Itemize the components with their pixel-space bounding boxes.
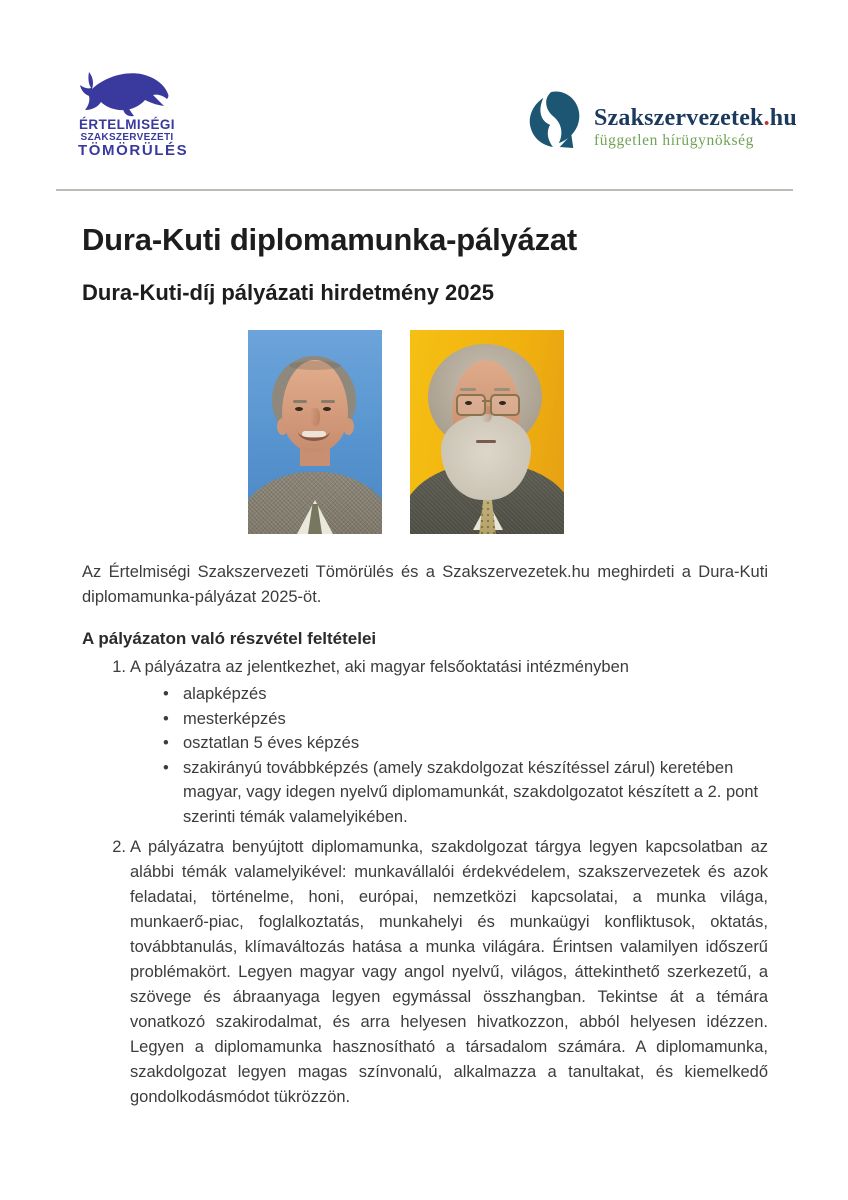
list-item-1-number: 1.: [112, 658, 126, 676]
portrait-photo-right: [410, 330, 564, 534]
portrait-photos: [248, 330, 564, 534]
szakszervezetek-logo: [526, 86, 797, 156]
list-item-1: [82, 655, 768, 829]
szak-logo-title: Szakszervezetek.hu: [594, 105, 797, 131]
eszt-logo: [78, 68, 189, 159]
list-item-2-number: 2.: [112, 838, 126, 856]
red-dot: .: [763, 105, 770, 131]
bullet-item: • alapképzés: [130, 682, 768, 707]
eszt-logo-line1: ÉRTELMISÉGI: [79, 117, 175, 132]
section-heading: A pályázaton való részvétel feltételei: [82, 629, 377, 648]
document-body: [82, 560, 768, 1110]
bullet-item: • osztatlan 5 éves képzés: [130, 731, 768, 756]
dolphin-icon: [78, 68, 176, 118]
s-leaf-mark-icon: [526, 86, 580, 156]
bullet-list: [130, 682, 768, 829]
bullet-item: • szakirányú továbbképzés (amely szakdolgozat készítéssel zárul) keretében magyar, vagy idegen nyelvű diplomamunkát, szakdolgozatot készített a 2. pont szerinti témák valamelyikében.: [130, 756, 768, 830]
list-item-2: [82, 835, 768, 1110]
szak-logo-subtitle: független hírügynökség: [594, 132, 754, 149]
bullet-item: • mesterképzés: [130, 707, 768, 732]
eszt-logo-line3: TÖMÖRÜLÉS: [78, 142, 189, 159]
szak-logo-text: [594, 86, 797, 150]
list-item-2-text: A pályázatra benyújtott diplomamunka, szakdolgozat tárgya legyen kapcsolatban az alábbi témák valamelyikével: munkavállalói érdekvédelem, szakszervezetek és azok feladatai, történelme, honi, európai, nemzetközi kapcsolatai, a munka világa, munkaerő-piac, foglalkoztatás, munkahelyi és munkaügyi konfliktusok, oktatás, továbbtanulás, klímaváltozás hatása a munka világára. Érintsen valamilyen időszerű problémakört. Legyen magyar vagy angol nyelvű, világos, áttekinthető szerkezetű, a szövege és ábraanyaga legyen egymással összhangban. Tekintse át a témára vonatkozó szakirodalmat, és arra helyesen hivatkozzon, abból helyesen idézzen. Legyen a diplomamunka hasznosítható a társadalom számára. A diplomamunka, szakdolgozat legyen magas színvonalú, alkalmazza a tanultakat, és kiemelkedő gondolkodásmódot tükrözzön.: [130, 838, 768, 1106]
list-item-1-text: A pályázatra az jelentkezhet, aki magyar felsőoktatási intézményben • alapképzés • mesterképzés • osztatlan 5 éves képzés • szakirányú továbbképzés (amely szakdolgozat készítéssel zárul) keretében magyar, vagy idegen nyelvű diplomamunkát, szakdolgozatot készített a 2. pont szerinti témák valamelyikében.: [130, 655, 768, 829]
portrait-photo-left: [248, 330, 382, 534]
eszt-logo-line2: SZAKSZERVEZETI: [80, 132, 174, 143]
page-title: Dura-Kuti diplomamunka-pályázat: [82, 222, 578, 257]
intro-paragraph: Az Értelmiségi Szakszervezeti Tömörülés és a Szakszervezetek.hu meghirdeti a Dura-Kuti diplomamunka-pályázat 2025-öt.: [82, 563, 768, 606]
header-divider: [56, 189, 793, 191]
page-subtitle: Dura-Kuti-díj pályázati hirdetmény 2025: [82, 280, 494, 305]
